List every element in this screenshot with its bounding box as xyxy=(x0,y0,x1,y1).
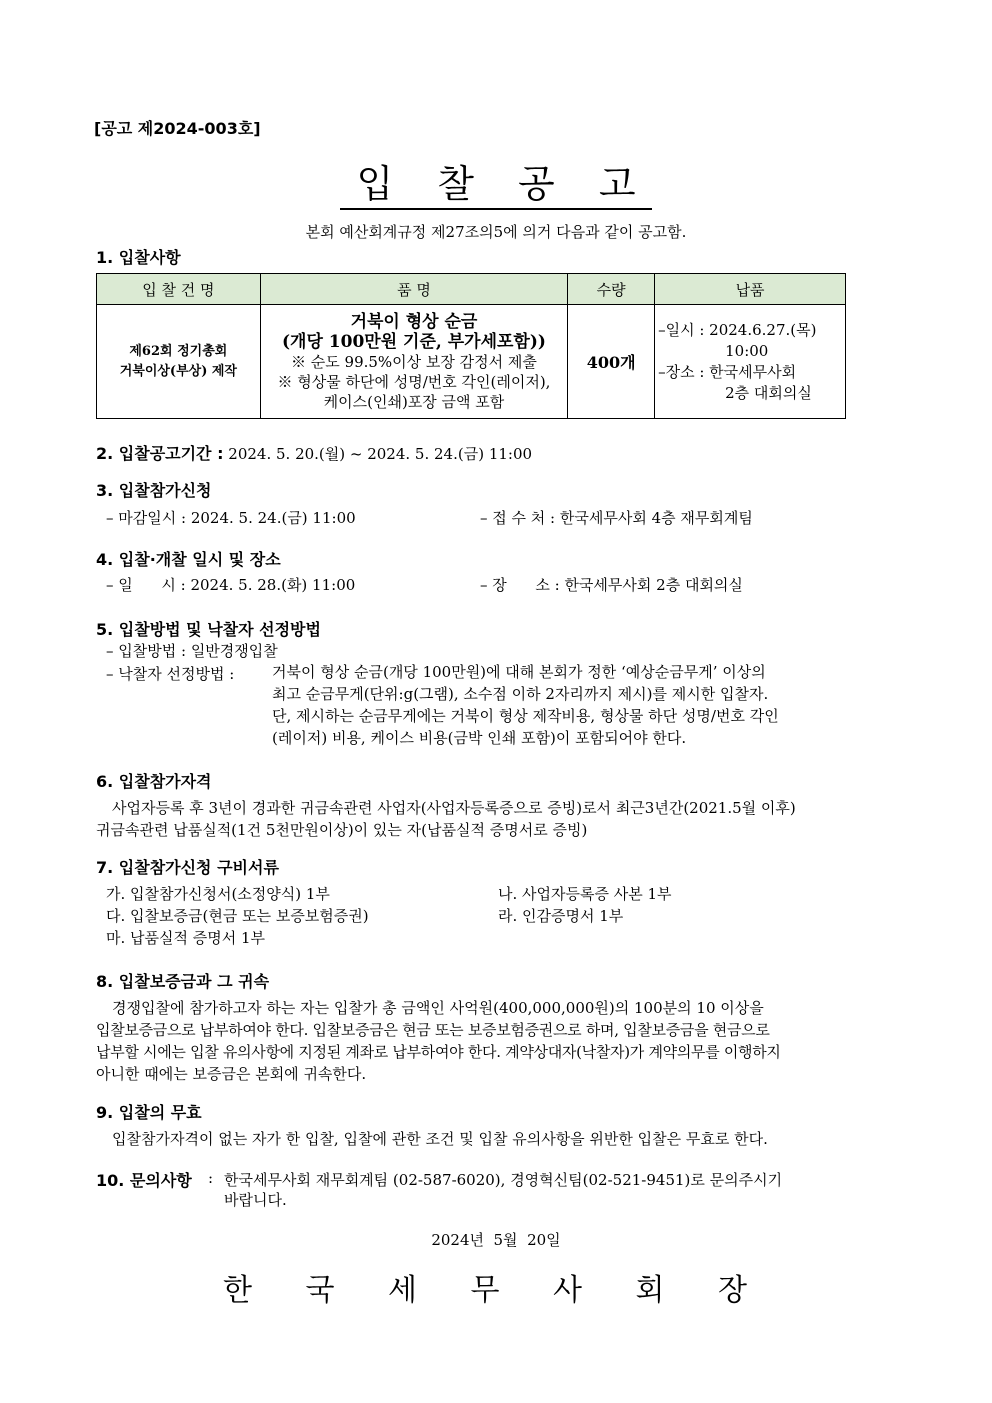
header-bid-name: 입 찰 건 명 xyxy=(97,274,261,305)
section-1-heading: 1. 입찰사항 xyxy=(96,248,181,267)
document-title xyxy=(0,160,992,210)
selection-line: 단, 제시하는 순금무게에는 거북이 형상 제작비용, 형상물 하단 성명/번호 각인 xyxy=(272,707,779,725)
table-header-row xyxy=(97,274,846,305)
selection-method-text xyxy=(272,661,912,749)
quantity-cell: 400개 xyxy=(568,305,655,419)
header-delivery: 납품 xyxy=(655,274,846,305)
section-4-heading: 4. 입찰·개찰 일시 및 장소 xyxy=(96,550,281,569)
header-quantity: 수량 xyxy=(568,274,655,305)
selection-line: (레이저) 비용, 케이스 비용(금박 인쇄 포함)이 포함되어야 한다. xyxy=(272,729,687,747)
bid-notice-period: 2024. 5. 20.(월) ~ 2024. 5. 24.(금) 11:00 xyxy=(228,445,533,463)
bid-name-line: 거북이상(부상) 제작 xyxy=(119,363,237,379)
section-6-heading: 6. 입찰참가자격 xyxy=(96,772,212,791)
table-row xyxy=(97,305,846,419)
delivery-line: 10:00 xyxy=(725,341,769,360)
contact-line-2: 바랍니다. xyxy=(224,1191,287,1209)
opening-place: – 장 소 : 한국세무사회 2층 대회의실 xyxy=(480,576,743,594)
intro-text: 본회 예산회계규정 제27조의5에 의거 다음과 같이 공고함. xyxy=(305,223,687,241)
notice-number: [공고 제2024-003호] xyxy=(94,119,261,138)
qualification-line: 귀금속관련 납품실적(1건 5천만원이상)이 있는 자(납품실적 증명서로 증빙) xyxy=(96,821,588,839)
notice-date: 2024년 5월 20일 xyxy=(431,1231,561,1249)
document-da: 다. 입찰보증금(현금 또는 보증보험증권) xyxy=(106,907,369,925)
section-3-heading: 3. 입찰참가신청 xyxy=(96,481,212,500)
delivery-line: –장소 : 한국세무사회 xyxy=(658,362,797,381)
section-5-heading: 5. 입찰방법 및 낙찰자 선정방법 xyxy=(96,620,321,639)
section-7-heading: 7. 입찰참가신청 구비서류 xyxy=(96,858,279,877)
item-subtitle: (개당 100만원 기준, 부가세포함)) xyxy=(282,331,546,352)
title-text: 입 찰 공 고 xyxy=(340,160,651,210)
contact-colon: : xyxy=(208,1169,214,1187)
section-8-heading: 8. 입찰보증금과 그 귀속 xyxy=(96,972,270,991)
bid-items-table xyxy=(96,273,846,419)
opening-datetime: – 일 시 : 2024. 5. 28.(화) 11:00 xyxy=(106,576,356,594)
section-2 xyxy=(96,441,532,464)
bid-name-line: 제62회 정기총회 xyxy=(129,343,228,359)
qualification-text xyxy=(96,797,906,841)
selection-line: 최고 순금무게(단위:g(그램), 소수점 이하 2자리까지 제시)를 제시한 입찰자. xyxy=(272,685,769,703)
contact-line-1: 한국세무사회 재무회계팀 (02-587-6020), 경영혁신팀(02-521-9451)로 문의주시기 xyxy=(224,1171,783,1189)
selection-label: – 낙찰자 선정방법 : xyxy=(106,665,235,683)
deposit-line: 아니한 때에는 보증금은 본회에 귀속한다. xyxy=(96,1065,367,1083)
deposit-line: 납부할 시에는 입찰 유의사항에 지정된 계좌로 납부하여야 한다. 계약상대자(낙찰자)가 계약의무를 이행하지 xyxy=(96,1043,781,1061)
item-note: 케이스(인쇄)포장 금액 포함 xyxy=(323,392,505,411)
bid-method: – 입찰방법 : 일반경쟁입찰 xyxy=(106,642,278,660)
item-note: ※ 순도 99.5%이상 보장 감정서 제출 xyxy=(291,352,537,371)
document-ra: 라. 인감증명서 1부 xyxy=(498,907,624,925)
deposit-text xyxy=(96,997,906,1085)
application-office: – 접 수 처 : 한국세무사회 4층 재무회계팀 xyxy=(480,509,753,527)
item-cell xyxy=(260,305,568,419)
header-item: 품 명 xyxy=(260,274,568,305)
application-deadline: – 마감일시 : 2024. 5. 24.(금) 11:00 xyxy=(106,509,356,527)
deposit-line: 입찰보증금으로 납부하여야 한다. 입찰보증금은 현금 또는 보증보험증권으로 하며, 입찰보증금을 현금으로 xyxy=(96,1021,770,1039)
document-ga: 가. 입찰참가신청서(소정양식) 1부 xyxy=(106,885,330,903)
delivery-line: 2층 대회의실 xyxy=(725,383,812,402)
qualification-line: 사업자등록 후 3년이 경과한 귀금속관련 사업자(사업자등록증으로 증빙)로서 최근3년간(2021.5월 이후) xyxy=(112,799,796,817)
delivery-line: –일시 : 2024.6.27.(목) xyxy=(658,320,817,339)
document-ma: 마. 납품실적 증명서 1부 xyxy=(106,929,266,947)
item-note: ※ 형상물 하단에 성명/번호 각인(레이저), xyxy=(277,372,551,391)
delivery-cell xyxy=(655,305,846,419)
document-na: 나. 사업자등록증 사본 1부 xyxy=(498,885,672,903)
item-title: 거북이 형상 순금 xyxy=(350,311,478,332)
issuer-signature: 한 국 세 무 사 회 장 xyxy=(222,1273,770,1308)
section-10-heading: 10. 문의사항 xyxy=(96,1171,192,1190)
invalid-bid-text: 입찰참가자격이 없는 자가 한 입찰, 입찰에 관한 조건 및 입찰 유의사항을 위반한 입찰은 무효로 한다. xyxy=(112,1130,768,1148)
deposit-line: 경쟁입찰에 참가하고자 하는 자는 입찰가 총 금액인 사억원(400,000,000원)의 100분의 10 이상을 xyxy=(112,999,764,1017)
bid-name-cell xyxy=(97,305,261,419)
selection-line: 거북이 형상 순금(개당 100만원)에 대해 본회가 정한 ‘예상순금무게’ 이상의 xyxy=(272,663,766,681)
section-2-heading: 2. 입찰공고기간 : xyxy=(96,444,224,463)
section-9-heading: 9. 입찰의 무효 xyxy=(96,1103,202,1122)
